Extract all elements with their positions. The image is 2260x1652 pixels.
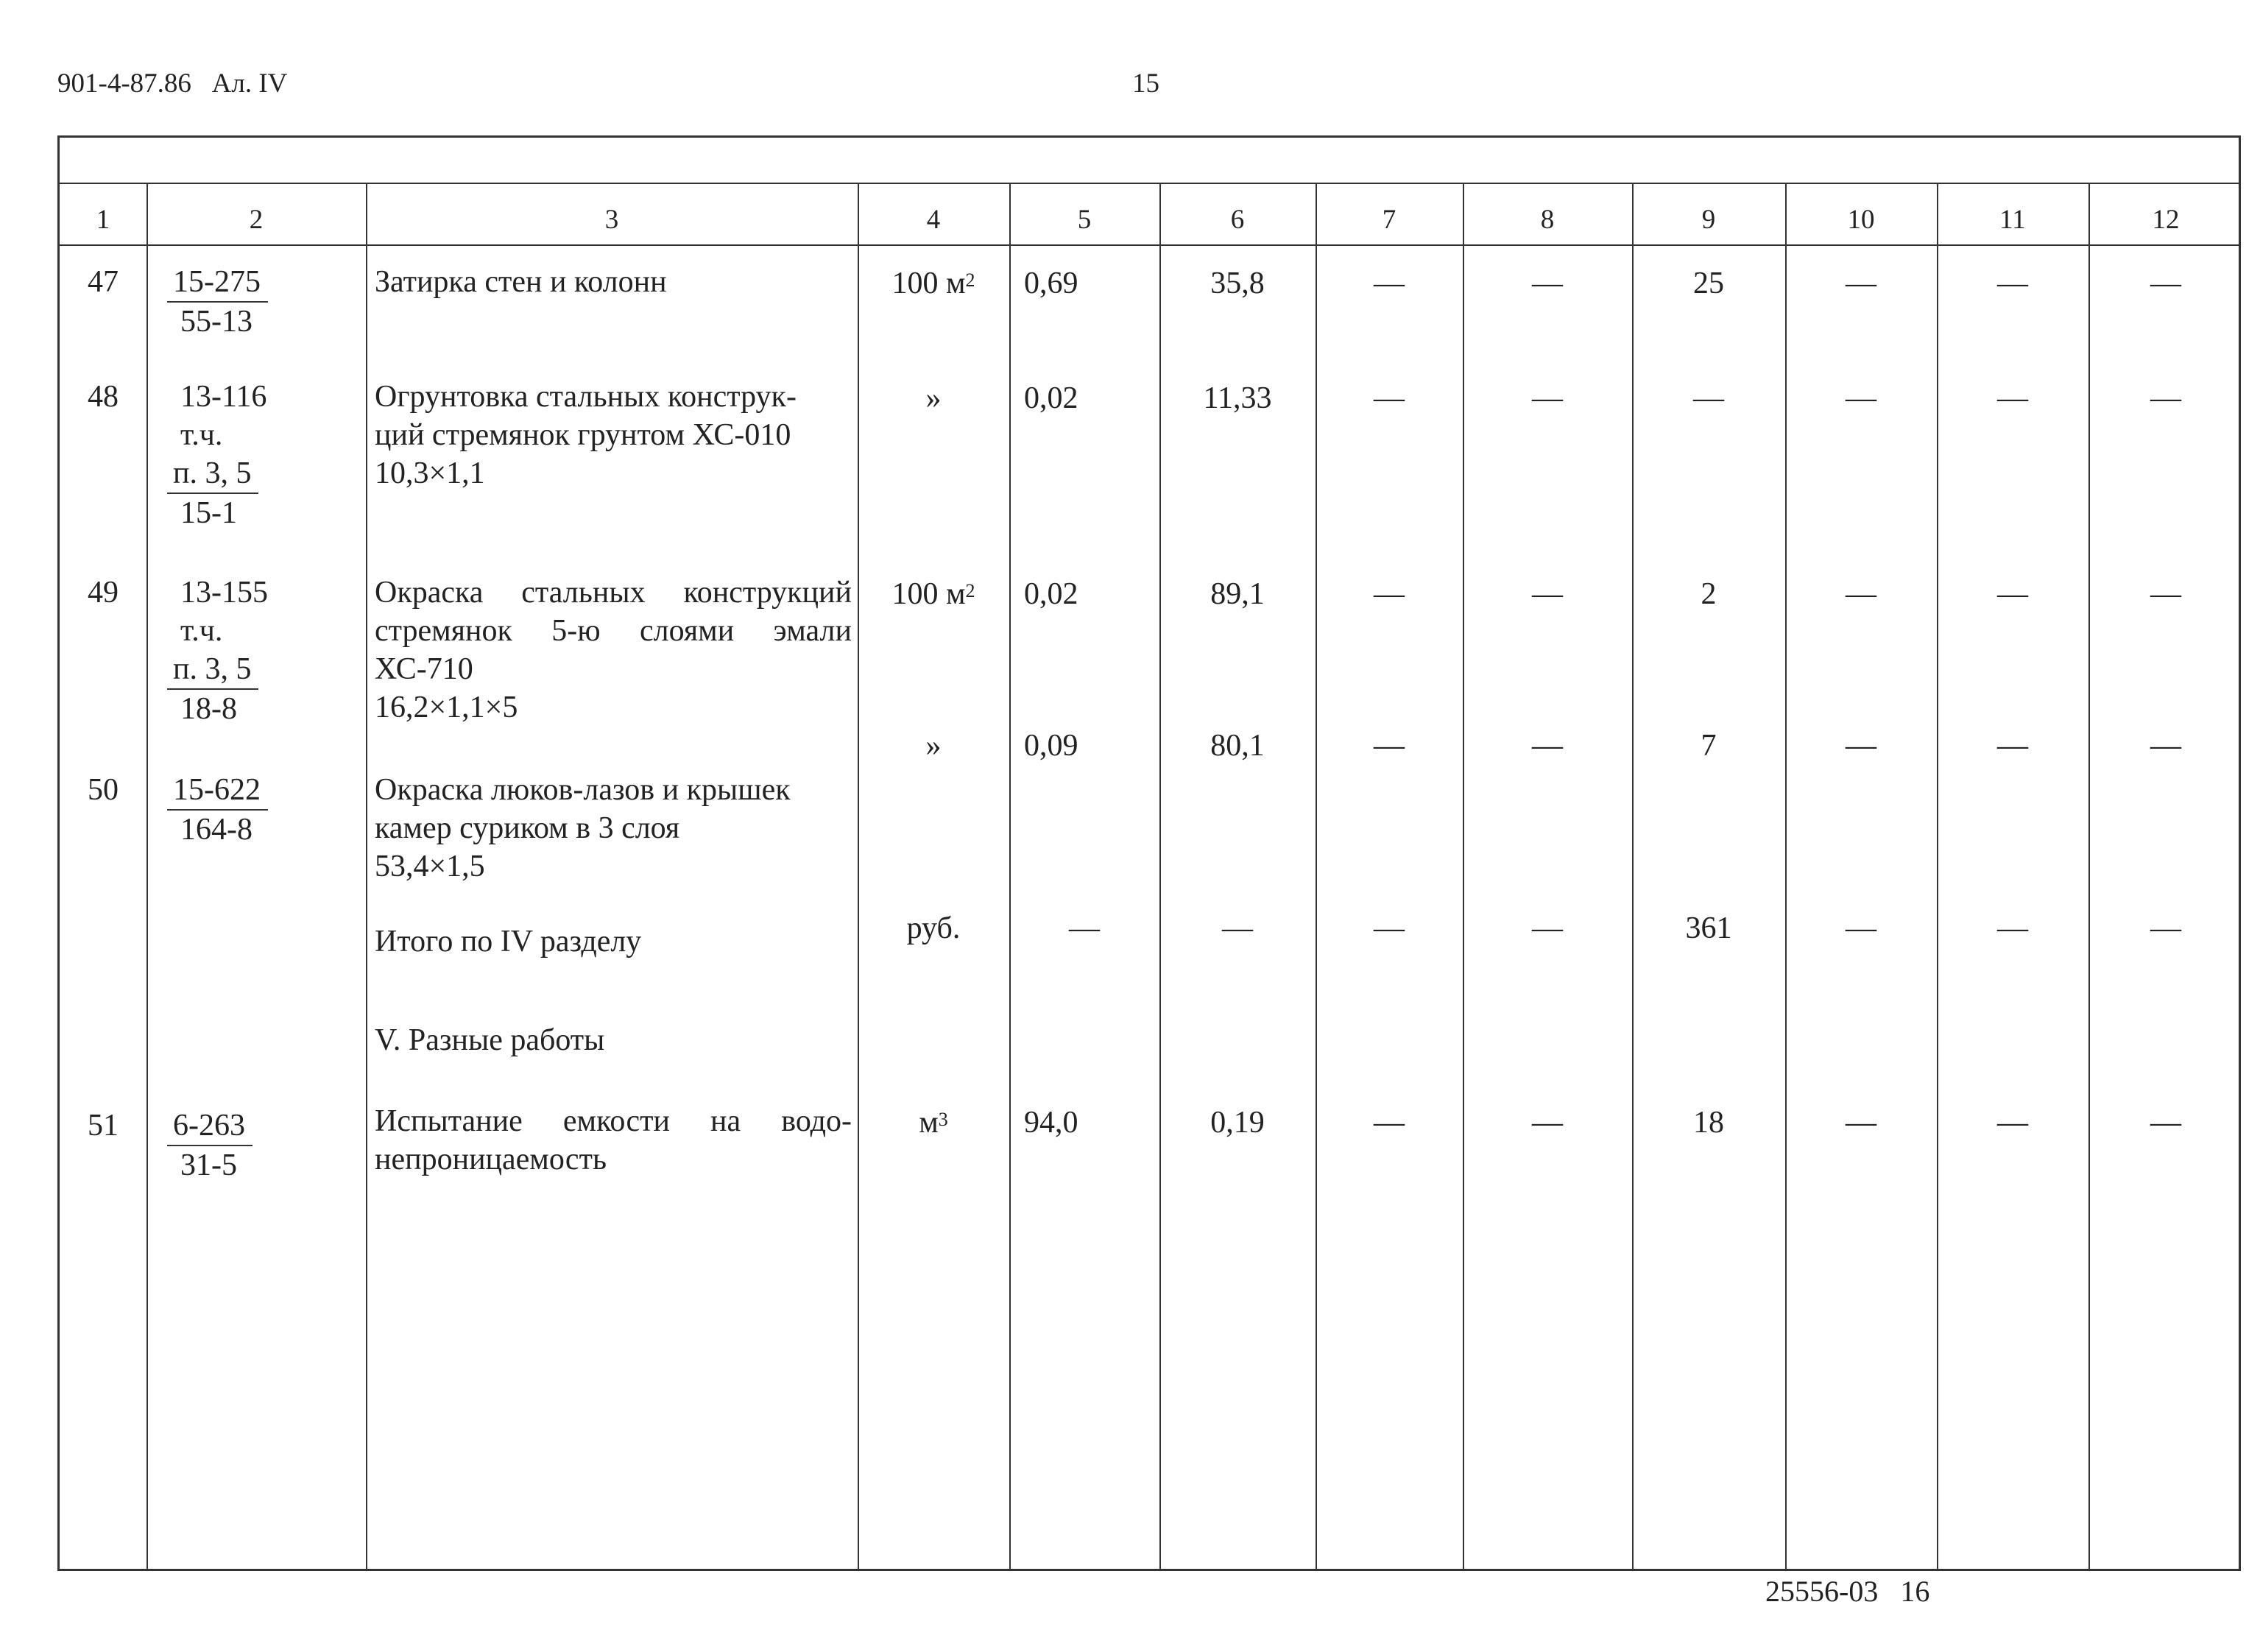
column-header: 10: [1847, 205, 1875, 235]
cell-col12: —: [2150, 1106, 2181, 1140]
footer-doc-number: 25556-03: [1765, 1575, 1879, 1608]
footer-stamp: [1765, 1574, 1929, 1609]
column-header: 3: [604, 205, 619, 235]
cell-col8: —: [1532, 729, 1563, 763]
cell-col5: —: [1069, 911, 1100, 945]
cell-col11: —: [1997, 381, 2028, 415]
cell-col9: 18: [1693, 1106, 1724, 1140]
unit: [858, 379, 1009, 417]
cell-col9: 2: [1701, 577, 1717, 611]
cell-col10: —: [1846, 266, 1876, 300]
norm-code-numerator: п. 3, 5: [167, 454, 258, 494]
album-label: Ал. IV: [211, 68, 288, 99]
description-line: ций стремянок грунтом ХС-010: [375, 418, 791, 452]
cell-col7: —: [1374, 1106, 1405, 1140]
work-description: [375, 263, 852, 301]
unit: [858, 1104, 1009, 1142]
cell-col10: —: [1846, 1106, 1876, 1140]
cell-col11: —: [1997, 266, 2028, 300]
norm-code-denominator: 55-13: [180, 305, 253, 339]
description-line: Окраска люков-лазов и крышек: [375, 773, 791, 807]
description-line: ХС-710: [375, 652, 473, 686]
cell-col12: —: [2150, 911, 2181, 945]
document-code: [57, 68, 287, 99]
norm-code-line: 13-116: [180, 380, 267, 414]
cell-col6: 80,1: [1210, 729, 1265, 763]
cell-col9: 7: [1701, 729, 1717, 763]
cell-col7: —: [1374, 729, 1405, 763]
description-line: Затирка стен и колонн: [375, 265, 667, 299]
doc-code: 901-4-87.86: [57, 68, 191, 99]
cell-col9: 361: [1685, 911, 1732, 945]
norm-code-numerator: 15-275: [167, 263, 268, 303]
quantity: 0,02: [1024, 381, 1078, 415]
norm-code-denominator: 18-8: [180, 692, 237, 726]
unit: [858, 264, 1009, 303]
norm-code: [174, 771, 268, 849]
work-description: [375, 378, 852, 493]
column-header: 12: [2152, 205, 2180, 235]
description-line: непроницаемость: [375, 1143, 607, 1176]
cell-col11: —: [1997, 1106, 2028, 1140]
norm-code: [174, 378, 266, 532]
unit: [858, 909, 1009, 947]
unit-label: »: [925, 729, 942, 763]
column-header: 5: [1077, 205, 1092, 235]
unit-label: 100 м: [891, 266, 966, 300]
cell-col10: —: [1846, 911, 1876, 945]
page-number: 15: [1132, 68, 1159, 99]
row-number: 50: [88, 773, 119, 807]
column-header: 1: [96, 205, 110, 235]
description-line: Огрунтовка стальных конструк-: [375, 380, 797, 414]
cell-col8: —: [1532, 577, 1563, 611]
cell-col6: 0,19: [1210, 1106, 1265, 1140]
unit-exponent: 2: [965, 580, 975, 601]
unit-label: руб.: [906, 911, 961, 945]
description-line: 16,2×1,1×5: [375, 691, 518, 724]
unit: [858, 575, 1009, 613]
quantity: 0,69: [1024, 266, 1078, 300]
unit: [858, 727, 1009, 765]
description-line: Испытание емкости на водо-: [375, 1104, 852, 1138]
footer-sheet-number: 16: [1900, 1575, 1930, 1608]
cell-col12: —: [2150, 729, 2181, 763]
column-header: 11: [1999, 205, 2026, 235]
unit-label: »: [925, 381, 942, 415]
column-header: 6: [1230, 205, 1245, 235]
description-line: Итого по IV разделу: [375, 925, 642, 959]
cell-col6: 35,8: [1210, 266, 1265, 300]
cell-col9: 25: [1693, 266, 1724, 300]
quantity: 0,09: [1024, 729, 1078, 763]
norm-code: [174, 1106, 253, 1185]
cell-col7: —: [1374, 577, 1405, 611]
cell-col8: —: [1532, 381, 1563, 415]
cell-col12: —: [2150, 266, 2181, 300]
row-number: 51: [88, 1109, 119, 1143]
cell-col10: —: [1846, 729, 1876, 763]
norm-code-line: т.ч.: [180, 614, 223, 648]
cell-col10: —: [1846, 381, 1876, 415]
column-header: 8: [1540, 205, 1555, 235]
cell-col8: —: [1532, 1106, 1563, 1140]
norm-code-line: 13-155: [180, 576, 268, 610]
cell-col6: 89,1: [1210, 577, 1265, 611]
norm-code: [174, 263, 268, 341]
column-header: 9: [1701, 205, 1716, 235]
column-header: 7: [1382, 205, 1396, 235]
col-divider: [146, 184, 148, 1569]
cell-col7: —: [1374, 266, 1405, 300]
cell-col12: —: [2150, 381, 2181, 415]
cell-col11: —: [1997, 911, 2028, 945]
row-number: 47: [88, 265, 119, 299]
col-divider: [1009, 184, 1011, 1569]
work-description: [375, 771, 852, 886]
work-description: [375, 573, 852, 727]
cell-col6: 11,33: [1203, 381, 1272, 415]
section-title: V. Разные работы: [375, 1023, 605, 1057]
norm-code-numerator: п. 3, 5: [167, 650, 258, 690]
estimate-table: [57, 135, 2241, 1571]
norm-code-numerator: 15-622: [167, 771, 268, 811]
column-header: 4: [926, 205, 941, 235]
cell-col6: —: [1222, 911, 1253, 945]
norm-code-numerator: 6-263: [167, 1106, 253, 1146]
cell-col8: —: [1532, 266, 1563, 300]
unit-exponent: 3: [938, 1109, 948, 1130]
description-line: Окраска стальных конструкций: [375, 576, 852, 610]
col-divider: [366, 184, 367, 1569]
quantity: 94,0: [1024, 1106, 1078, 1140]
norm-code-denominator: 15-1: [180, 496, 237, 530]
work-description: [375, 1102, 852, 1179]
description-line: 10,3×1,1: [375, 456, 485, 490]
unit-exponent: 2: [965, 269, 975, 291]
norm-code-denominator: 31-5: [180, 1148, 237, 1182]
table-top-band-divider: [60, 183, 2239, 184]
cell-col7: —: [1374, 381, 1405, 415]
cell-col11: —: [1997, 577, 2028, 611]
unit-label: м: [919, 1106, 939, 1140]
column-header: 2: [249, 205, 264, 235]
total-label: [375, 922, 852, 961]
column-header-divider: [60, 244, 2239, 246]
description-line: стремянок 5-ю слоями эмали: [375, 614, 852, 648]
cell-col12: —: [2150, 577, 2181, 611]
norm-code-denominator: 164-8: [180, 813, 253, 847]
cell-col9: —: [1693, 381, 1724, 415]
unit-label: 100 м: [891, 577, 966, 611]
cell-col10: —: [1846, 577, 1876, 611]
quantity: 0,02: [1024, 577, 1078, 611]
description-line: 53,4×1,5: [375, 850, 485, 883]
section-heading: [375, 1021, 852, 1059]
description-line: камер суриком в 3 слоя: [375, 811, 680, 845]
row-number: 48: [88, 380, 119, 414]
norm-code: [174, 573, 268, 728]
norm-code-line: т.ч.: [180, 418, 223, 452]
cell-col8: —: [1532, 911, 1563, 945]
cell-col7: —: [1374, 911, 1405, 945]
row-number: 49: [88, 576, 119, 610]
cell-col11: —: [1997, 729, 2028, 763]
